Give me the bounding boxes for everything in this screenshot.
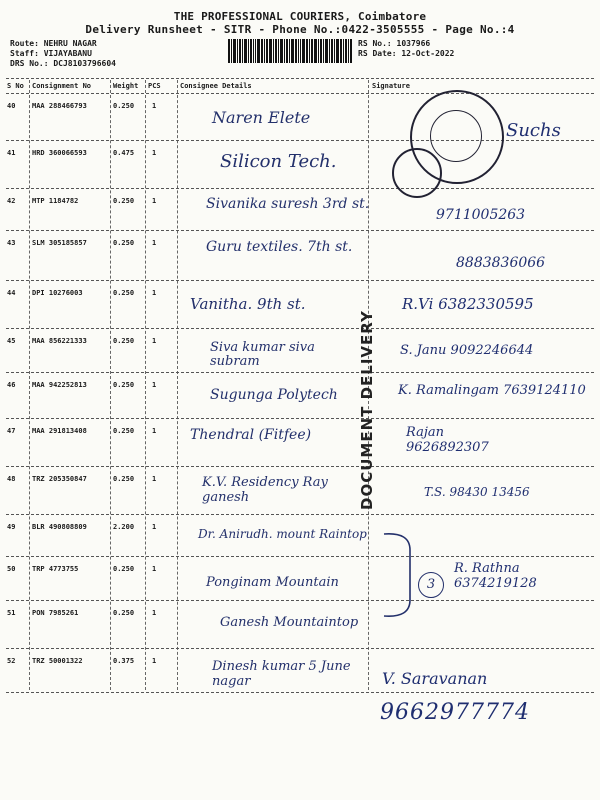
row-signature-handwriting: 8883836066 — [456, 255, 546, 271]
row-pcs: 1 — [152, 475, 157, 483]
row-consignment: TRZ 50001322 — [32, 657, 83, 665]
row-sno: 44 — [7, 289, 16, 297]
row-weight: 0.250 — [113, 565, 135, 573]
row-sno: 43 — [7, 239, 16, 247]
row-consignee-handwriting: Silicon Tech. — [220, 151, 337, 172]
row-signature-handwriting: S. Janu 9092246644 — [400, 343, 534, 358]
col-signature-header: Signature — [372, 82, 410, 90]
col-divider — [145, 80, 146, 690]
row-signature-handwriting: R. Rathna 6374219128 — [454, 561, 537, 591]
row-pcs: 1 — [152, 609, 157, 617]
col-consignment-header: Consignment No — [32, 82, 92, 90]
document-delivery-stamp: DOCUMENT DELIVERY — [358, 310, 376, 510]
row-consignee-handwriting: K.V. Residency Ray ganesh — [202, 475, 328, 505]
row-consignment: TRZ 205350847 — [32, 475, 87, 483]
row-consignment: MAA 856221333 — [32, 337, 87, 345]
row-rule — [6, 280, 594, 281]
row-consignee-handwriting: Sivanika suresh 3rd st. — [206, 196, 370, 212]
col-weight-header: Weight — [113, 82, 139, 90]
row-consignment: DPI 10276003 — [32, 289, 83, 297]
row-consignee-handwriting: Dinesh kumar 5 June nagar — [212, 659, 351, 689]
row-rule — [6, 418, 594, 419]
seal-inner-ring — [430, 110, 482, 162]
row-weight: 0.375 — [113, 657, 135, 665]
runsheet-title: Delivery Runsheet - SITR - Phone No.:0422-3505555 - Page No.:4 — [85, 23, 515, 36]
row-weight: 0.250 — [113, 609, 135, 617]
row-rule — [6, 188, 594, 189]
row-pcs: 1 — [152, 102, 157, 110]
row-rule — [6, 466, 594, 467]
row-consignee-handwriting: Naren Elete — [212, 108, 311, 127]
rs-block — [358, 39, 454, 59]
col-divider — [177, 80, 178, 690]
staff-label: Staff: VIJAYABANU — [10, 49, 92, 58]
row-consignment: MAA 942252813 — [32, 381, 87, 389]
col-pcs-header: PCS — [148, 82, 161, 90]
row-pcs: 1 — [152, 337, 157, 345]
col-divider — [29, 80, 30, 690]
row-rule — [6, 692, 594, 693]
row-weight: 0.475 — [113, 149, 135, 157]
row-sno: 49 — [7, 523, 16, 531]
row-consignment: PON 7985261 — [32, 609, 79, 617]
row-pcs: 1 — [152, 657, 157, 665]
row-pcs: 1 — [152, 565, 157, 573]
row-sno: 50 — [7, 565, 16, 573]
secondary-seal-stamp — [392, 148, 442, 198]
row-sno: 41 — [7, 149, 16, 157]
row-signature-handwriting: V. Saravanan — [382, 669, 488, 688]
row-consignment: MAA 291813408 — [32, 427, 87, 435]
row-rule — [6, 514, 594, 515]
row-signature-handwriting: K. Ramalingam 7639124110 — [398, 383, 586, 398]
header-bottom-rule — [6, 93, 594, 94]
table-top-rule — [6, 78, 594, 79]
row-weight: 2.200 — [113, 523, 135, 531]
row-consignment: HRD 360066593 — [32, 149, 87, 157]
group-count-mark: 3 — [418, 572, 444, 598]
row-consignment: TRP 4773755 — [32, 565, 79, 573]
drs-label: DRS No.: DCJ8103796604 — [10, 59, 116, 68]
row-rule — [6, 556, 594, 557]
row-sno: 42 — [7, 197, 16, 205]
row-weight: 0.250 — [113, 289, 135, 297]
row-rule — [6, 140, 594, 141]
bracket-mark — [380, 530, 420, 620]
row-rule — [6, 230, 594, 231]
row-signature-handwriting: T.S. 98430 13456 — [424, 485, 530, 499]
row-weight: 0.250 — [113, 102, 135, 110]
row-consignment: MAA 288466793 — [32, 102, 87, 110]
row-weight: 0.250 — [113, 337, 135, 345]
row-signature-handwriting: 9711005263 — [436, 207, 526, 223]
row-consignee-handwriting: Guru textiles. 7th st. — [206, 239, 353, 255]
row-sno: 52 — [7, 657, 16, 665]
row-consignee-handwriting: Dr. Anirudh. mount Raintop — [198, 527, 367, 541]
row-sno: 48 — [7, 475, 16, 483]
row-consignment: MTP 1184782 — [32, 197, 79, 205]
row-pcs: 1 — [152, 197, 157, 205]
row-consignee-handwriting: Siva kumar siva subram — [210, 340, 315, 369]
route-staff-block — [10, 39, 116, 69]
row-sno: 40 — [7, 102, 16, 110]
row-pcs: 1 — [152, 523, 157, 531]
row-sno: 45 — [7, 337, 16, 345]
col-divider — [110, 80, 111, 690]
extra-phone-note: 9662977774 — [380, 700, 530, 725]
row-weight: 0.250 — [113, 381, 135, 389]
row-weight: 0.250 — [113, 475, 135, 483]
company-title: THE PROFESSIONAL COURIERS, Coimbatore — [173, 10, 427, 23]
row-sno: 51 — [7, 609, 16, 617]
row-pcs: 1 — [152, 427, 157, 435]
row-consignee-handwriting: Ponginam Mountain — [206, 575, 339, 590]
row-consignee-handwriting: Ganesh Mountaintop — [220, 615, 359, 630]
row-rule — [6, 648, 594, 649]
row-pcs: 1 — [152, 239, 157, 247]
row-pcs: 1 — [152, 149, 157, 157]
row-consignment: BLR 490808809 — [32, 523, 87, 531]
row-weight: 0.250 — [113, 197, 135, 205]
route-label: Route: NEHRU NAGAR — [10, 39, 97, 48]
row-sno: 46 — [7, 381, 16, 389]
col-consignee-header: Consignee Details — [180, 82, 252, 90]
rs-no-label: RS No.: 1037966 — [358, 39, 431, 48]
row-consignee-handwriting: Vanitha. 9th st. — [190, 295, 306, 313]
row-signature-handwriting: R.Vi 6382330595 — [402, 295, 534, 313]
row-weight: 0.250 — [113, 427, 135, 435]
row-pcs: 1 — [152, 381, 157, 389]
row-consignment: SLM 305185857 — [32, 239, 87, 247]
row-signature-handwriting: Rajan 9626892307 — [406, 425, 489, 455]
row-weight: 0.250 — [113, 239, 135, 247]
row-consignee-handwriting: Thendral (Fitfee) — [190, 427, 312, 443]
row-consignee-handwriting: Sugunga Polytech — [210, 387, 338, 403]
row-rule — [6, 372, 594, 373]
row-pcs: 1 — [152, 289, 157, 297]
row-sno: 47 — [7, 427, 16, 435]
rs-date-label: RS Date: 12-Oct-2022 — [358, 49, 455, 58]
row-signature-handwriting: Suchs — [506, 120, 561, 141]
row-rule — [6, 328, 594, 329]
row-rule — [6, 600, 594, 601]
col-sno-header: S No — [7, 82, 24, 90]
barcode-image — [228, 39, 352, 63]
